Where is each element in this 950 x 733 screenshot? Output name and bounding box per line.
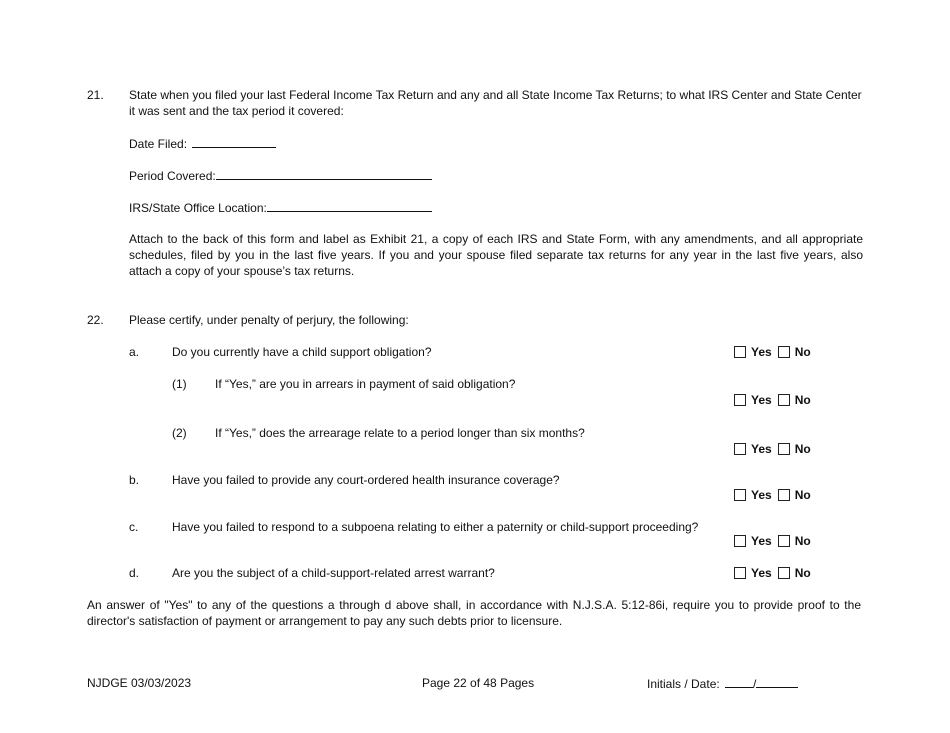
no-checkbox[interactable] (778, 443, 790, 455)
q22-item-text: Have you failed to respond to a subpoena relating to either a paternity or child-support proceeding? (172, 520, 699, 534)
footer-initials-row (647, 675, 798, 692)
initials-label: Initials / Date: (647, 677, 720, 691)
yes-no-a2 (734, 442, 811, 456)
date-field[interactable] (756, 675, 798, 688)
yes-label: Yes (751, 442, 772, 456)
q21-text-line1: State when you filed your last Federal Income Tax Return and any and all State Income Tax Returns; to what IRS Center and State Center (129, 88, 862, 102)
no-label: No (794, 442, 811, 456)
yes-checkbox[interactable] (734, 346, 746, 358)
yes-label: Yes (751, 393, 772, 407)
date-filed-field[interactable] (192, 135, 276, 148)
q22-subitem-text: If “Yes,” are you in arrears in payment of said obligation? (215, 377, 516, 391)
period-covered-row (129, 167, 432, 184)
q22-item-marker: a. (129, 345, 140, 359)
q22-item-marker: b. (129, 473, 140, 487)
q22-subitem-marker: (1) (172, 377, 187, 391)
office-location-row (129, 199, 432, 216)
yes-no-a1 (734, 393, 811, 407)
no-label: No (794, 393, 811, 407)
q22-subitem-marker: (2) (172, 426, 187, 440)
yes-label: Yes (751, 345, 772, 359)
yes-checkbox[interactable] (734, 489, 746, 501)
no-checkbox[interactable] (778, 489, 790, 501)
q21-number: 21. (87, 88, 104, 102)
period-covered-label: Period Covered: (129, 169, 216, 183)
yes-checkbox[interactable] (734, 535, 746, 547)
office-location-label: IRS/State Office Location: (129, 201, 267, 215)
initials-field[interactable] (725, 675, 753, 688)
date-filed-label: Date Filed: (129, 137, 188, 151)
q22-item-marker: d. (129, 566, 140, 580)
q22-item-text: Have you failed to provide any court-ordered health insurance coverage? (172, 473, 560, 487)
no-label: No (794, 566, 811, 580)
no-checkbox[interactable] (778, 535, 790, 547)
yes-no-a (734, 345, 811, 359)
yes-checkbox[interactable] (734, 567, 746, 579)
q22-subitem-text: If “Yes,” does the arrearage relate to a period longer than six months? (215, 426, 585, 440)
yes-label: Yes (751, 566, 772, 580)
yes-checkbox[interactable] (734, 394, 746, 406)
no-checkbox[interactable] (778, 394, 790, 406)
yes-no-c (734, 534, 811, 548)
yes-label: Yes (751, 534, 772, 548)
no-label: No (794, 345, 811, 359)
q22-note: An answer of "Yes" to any of the questions a through d above shall, in accordance with N.J.S.A. 5:12-86i, require you to provide proof to the director's satisfaction of payment or arrangement to pay any such debts prior to licensure. (87, 598, 861, 628)
office-location-field[interactable] (267, 199, 432, 212)
q22-intro: Please certify, under penalty of perjury, the following: (129, 313, 409, 327)
q21-attach-text: Attach to the back of this form and label as Exhibit 21, a copy of each IRS and State Form, with any amendments, and all appropriate schedules, filed by you in the last five years. If you and your spouse filed separate tax returns for any year in the last five years, also attach a copy of your spouse’s tax returns. (129, 232, 863, 278)
q21-text-line2: it was sent and the tax period it covered: (129, 104, 344, 118)
no-checkbox[interactable] (778, 346, 790, 358)
date-filed-row (129, 135, 276, 152)
q22-item-text: Do you currently have a child support obligation? (172, 345, 432, 359)
initials-slash: / (753, 677, 757, 691)
footer-page-number: Page 22 of 48 Pages (422, 676, 535, 690)
no-label: No (794, 534, 811, 548)
yes-no-d (734, 566, 811, 580)
q22-item-text: Are you the subject of a child-support-related arrest warrant? (172, 566, 495, 580)
q22-number: 22. (87, 313, 104, 327)
footer-form-id: NJDGE 03/03/2023 (87, 676, 192, 690)
no-label: No (794, 488, 811, 502)
yes-no-b (734, 488, 811, 502)
no-checkbox[interactable] (778, 567, 790, 579)
q22-item-marker: c. (129, 520, 139, 534)
yes-checkbox[interactable] (734, 443, 746, 455)
yes-label: Yes (751, 488, 772, 502)
period-covered-field[interactable] (216, 167, 432, 180)
